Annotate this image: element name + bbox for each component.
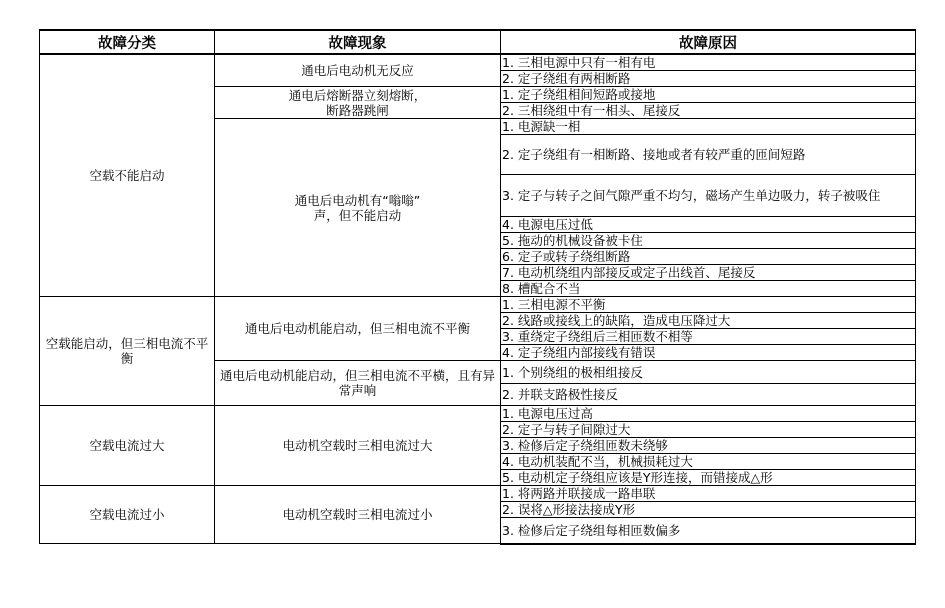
fault-cause: 2. 定子绕组有两相断路 — [501, 71, 916, 87]
table-row — [40, 406, 916, 422]
fault-symptom: 通电后电动机有“嗡嗡” 声，但不能启动 — [215, 119, 501, 297]
fault-cause: 7. 电动机绕组内部接反或定子出线首、尾接反 — [501, 265, 916, 281]
fault-cause: 2. 误将△形接法接成Y形 — [501, 502, 916, 518]
table-row — [40, 297, 916, 313]
fault-table — [39, 29, 916, 545]
fault-cause: 5. 电动机定子绕组应该是Y形连接，而错接成△形 — [501, 470, 916, 486]
fault-symptom: 通电后电动机能启动，但三相电流不平衡 — [215, 297, 501, 361]
fault-cause: 1. 将两路并联接成一路串联 — [501, 486, 916, 502]
fault-table-body — [40, 54, 916, 544]
fault-cause: 3. 重绕定子绕组后三相匝数不相等 — [501, 329, 916, 345]
fault-cause: 3. 检修后定子绕组匝数未绕够 — [501, 438, 916, 454]
fault-symptom: 通电后电动机能启动，但三相电流不平横，且有异常声响 — [215, 361, 501, 406]
fault-cause: 3. 定子与转子之间气隙严重不均匀，磁场产生单边吸力，转子被吸住 — [501, 175, 916, 217]
fault-cause: 4. 定子绕组内部接线有错误 — [501, 345, 916, 361]
fault-symptom: 通电后熔断器立刻熔断， 断路器跳闸 — [215, 87, 501, 119]
fault-symptom: 电动机空载时三相电流过小 — [215, 486, 501, 544]
fault-cause: 8. 槽配合不当 — [501, 281, 916, 297]
fault-cause: 2. 并联支路极性接反 — [501, 384, 916, 406]
fault-symptom: 电动机空载时三相电流过大 — [215, 406, 501, 486]
fault-cause: 1. 三相电源中只有一相有电 — [501, 54, 916, 71]
fault-category: 空载能启动，但三相电流不平衡 — [40, 297, 215, 406]
fault-cause: 5. 拖动的机械设备被卡住 — [501, 233, 916, 249]
header-cause: 故障原因 — [501, 30, 916, 54]
fault-cause: 2. 定子与转子间隙过大 — [501, 422, 916, 438]
fault-cause: 6. 定子或转子绕组断路 — [501, 249, 916, 265]
fault-cause: 4. 电源电压过低 — [501, 217, 916, 233]
fault-category: 空载不能启动 — [40, 54, 215, 297]
fault-cause: 1. 三相电源不平衡 — [501, 297, 916, 313]
fault-cause: 1. 定子绕组相间短路或接地 — [501, 87, 916, 103]
fault-category: 空载电流过小 — [40, 486, 215, 544]
header-category: 故障分类 — [40, 30, 215, 54]
fault-cause: 1. 电源电压过高 — [501, 406, 916, 422]
fault-cause: 4. 电动机装配不当，机械损耗过大 — [501, 454, 916, 470]
fault-cause: 3. 检修后定子绕组每相匝数偏多 — [501, 518, 916, 544]
header-symptom: 故障现象 — [215, 30, 501, 54]
fault-category: 空载电流过大 — [40, 406, 215, 486]
fault-symptom: 通电后电动机无反应 — [215, 54, 501, 87]
fault-cause: 2. 定子绕组有一相断路、接地或者有较严重的匝间短路 — [501, 135, 916, 175]
fault-cause: 2. 线路或接线上的缺陷，造成电压降过大 — [501, 313, 916, 329]
fault-cause: 1. 电源缺一相 — [501, 119, 916, 135]
fault-cause: 2. 三相绕组中有一相头、尾接反 — [501, 103, 916, 119]
header-row — [40, 30, 916, 54]
table-row — [40, 54, 916, 71]
table-row — [40, 486, 916, 502]
fault-cause: 1. 个别绕组的极相组接反 — [501, 361, 916, 384]
